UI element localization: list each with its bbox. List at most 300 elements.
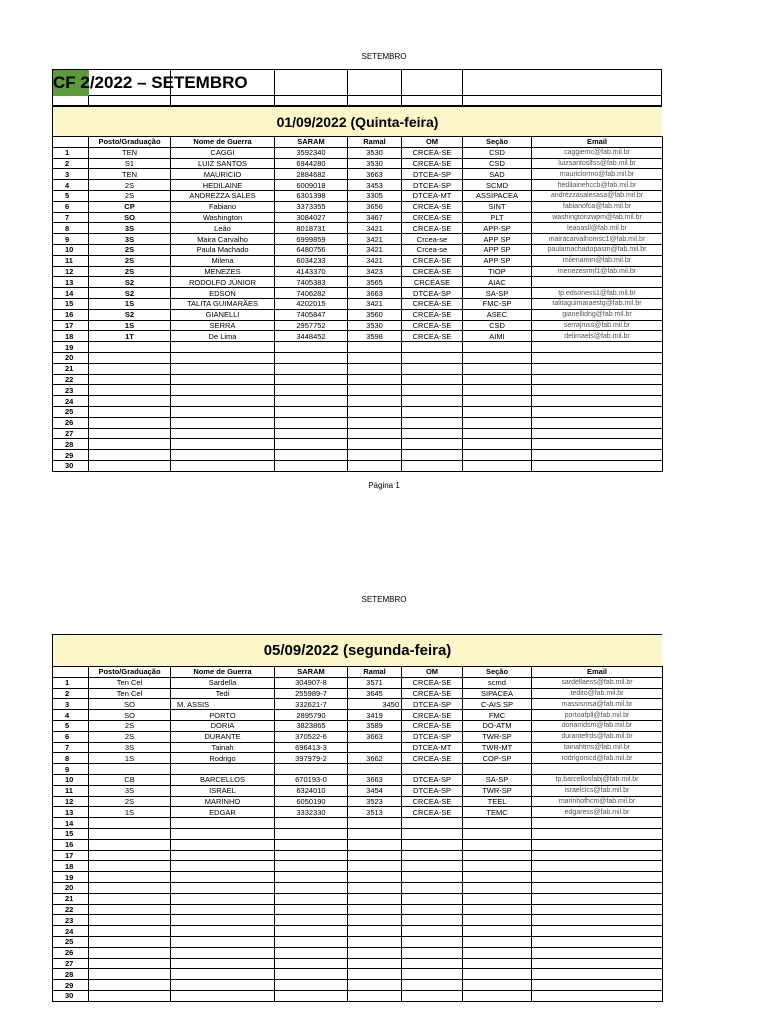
email-cell[interactable]: tp.barcellosfabj@fab.mil.br [532,774,663,785]
email-cell[interactable]: tp.edsoness1@fab.mil.br [532,288,663,299]
email-cell[interactable]: sardellaess@fab.mil.br [532,677,663,688]
om-cell: Crcea-se [402,244,463,255]
secao-cell: AIMI [463,331,532,342]
secao-cell [463,915,532,926]
nome-cell: De Lima [171,331,275,342]
row-number: 25 [53,406,89,417]
row-number: 8 [53,223,89,234]
table-row [53,147,663,158]
row-number: 23 [53,915,89,926]
secao-cell [463,352,532,363]
row-number: 5 [53,190,89,201]
row-number: 2 [53,158,89,169]
email-cell [532,872,663,883]
om-cell: DTCEA-MT [402,190,463,201]
om-cell [402,861,463,872]
saram-cell: 370522-6 [275,731,348,742]
om-cell: CRCEA-SE [402,807,463,818]
table-row [53,428,663,439]
email-cell[interactable]: caggiemc@fab.mil.br [532,147,663,158]
secao-cell: AIAC [463,277,532,288]
ramal-cell [348,417,402,428]
nome-cell: DORIA [171,720,275,731]
ramal-cell: 3663 [348,774,402,785]
email-cell[interactable]: doriamdsm@fab.mil.br [532,720,663,731]
secao-cell [463,969,532,980]
nome-cell [171,417,275,428]
email-cell [532,926,663,937]
row-number: 29 [53,450,89,461]
email-cell[interactable]: fabianofca@fab.mil.br [532,201,663,212]
email-cell[interactable]: talitaguimaraestg@fab.mil.br [532,298,663,309]
saram-cell [275,818,348,829]
nome-cell: Sardella [171,677,275,688]
row-number: 28 [53,969,89,980]
email-cell[interactable]: edgaress@fab.mil.br [532,807,663,818]
nome-cell: ISRAEL [171,785,275,796]
table-row [53,904,663,915]
om-cell [402,363,463,374]
secao-cell [463,947,532,958]
ramal-cell: 3598 [348,331,402,342]
table-row [53,710,663,721]
table-row [53,742,663,753]
date-band [52,634,662,666]
ramal-cell: 3421 [348,255,402,266]
om-header: OM [402,137,463,148]
secao-cell: SA-SP [463,288,532,299]
secao-cell [463,406,532,417]
posto-cell [89,915,171,926]
table-row [53,417,663,428]
posto-cell: Ten Cel [89,688,171,699]
secao-cell [463,980,532,991]
nome-cell: Maira Carvalho [171,234,275,245]
nome-cell: PORTO [171,710,275,721]
secao-cell [463,850,532,861]
ramal-cell [348,342,402,353]
posto-cell [89,882,171,893]
date-band [52,106,662,136]
secao-cell: TEEL [463,796,532,807]
om-cell: CRCEA-SE [402,320,463,331]
row-number: 27 [53,958,89,969]
row-number: 7 [53,212,89,223]
posto-cell [89,764,171,775]
table-row [53,331,663,342]
secao-cell: APP SP [463,255,532,266]
posto-cell: 1S [89,320,171,331]
saram-cell: 3373355 [275,201,348,212]
secao-cell [463,861,532,872]
posto-cell: S2 [89,309,171,320]
nome-cell: HEDILAINE [171,180,275,191]
secao-cell [463,374,532,385]
nome-cell [171,352,275,363]
nome-cell [171,460,275,471]
saram-cell: 7405847 [275,309,348,320]
posto-cell: 2S [89,720,171,731]
row-number: 23 [53,385,89,396]
table-row [53,298,663,309]
table-row [53,958,663,969]
row-number: 20 [53,352,89,363]
nome-cell: Paula Machado [171,244,275,255]
saram-cell [275,450,348,461]
row-number-header [53,667,89,678]
row-number: 15 [53,828,89,839]
saram-cell [275,428,348,439]
saram-cell: 6480756 [275,244,348,255]
nome-cell: M. ASSIS [171,699,275,710]
nome-cell [171,915,275,926]
ramal-cell [348,742,402,753]
posto-cell: 1S [89,753,171,764]
saram-cell [275,374,348,385]
secao-cell [463,385,532,396]
secao-cell: TWR-MT [463,742,532,753]
saram-cell: 2957752 [275,320,348,331]
posto-cell: S2 [89,288,171,299]
table-row [53,363,663,374]
table-row [53,439,663,450]
row-number-header [53,137,89,148]
posto-cell [89,439,171,450]
nome-cell [171,396,275,407]
posto-cell: TEN [89,169,171,180]
om-cell [402,850,463,861]
secao-cell [463,460,532,471]
nome-cell: Milena [171,255,275,266]
ramal-cell [348,396,402,407]
saram-cell [275,958,348,969]
saram-cell [275,882,348,893]
row-number: 5 [53,720,89,731]
posto-cell [89,872,171,883]
ramal-cell [348,363,402,374]
email-cell[interactable]: delimaels@fab.mil.br [532,331,663,342]
row-number: 24 [53,396,89,407]
nome-cell: Leão [171,223,275,234]
nome-cell: Fabiano [171,201,275,212]
nome-cell [171,385,275,396]
row-number: 18 [53,861,89,872]
om-cell: DTCEA-SP [402,774,463,785]
email-header: Email [532,137,663,148]
om-cell: CRCEA-SE [402,688,463,699]
posto-cell [89,926,171,937]
secao-cell [463,439,532,450]
secao-cell: CSD [463,320,532,331]
row-number: 21 [53,363,89,374]
secao-cell: SINT [463,201,532,212]
nome-cell: GIANELLI [171,309,275,320]
posto-cell: 2S [89,180,171,191]
table-row [53,212,663,223]
om-cell [402,439,463,450]
table-row [53,158,663,169]
secao-cell: TEMC [463,807,532,818]
ramal-cell: 3663 [348,288,402,299]
row-number: 7 [53,742,89,753]
saram-cell [275,460,348,471]
om-cell: CRCEA-SE [402,201,463,212]
secao-cell: TWR-SP [463,731,532,742]
email-cell[interactable]: rodrigorscd@fab.mil.br [532,753,663,764]
email-cell[interactable]: serrajmss@fab.mil.br [532,320,663,331]
table-row [53,699,663,710]
email-cell[interactable]: mauriciormo@fab.mil.br [532,169,663,180]
nome-cell: Rodrigo [171,753,275,764]
om-cell [402,958,463,969]
email-cell [532,915,663,926]
row-number: 6 [53,731,89,742]
posto-cell [89,417,171,428]
posto-cell: CP [89,201,171,212]
email-cell [532,363,663,374]
email-cell[interactable]: durantefrds@fab.mil.br [532,731,663,742]
om-cell [402,926,463,937]
ramal-cell: 3645 [348,688,402,699]
nome-cell [171,428,275,439]
page-header: SETEMBRO [361,52,407,61]
email-cell[interactable]: tedito@fab.mil.br [532,688,663,699]
nome-cell [171,882,275,893]
saram-cell [275,904,348,915]
om-cell [402,385,463,396]
saram-cell [275,947,348,958]
saram-cell: 7406282 [275,288,348,299]
email-cell[interactable]: tainahtms@fab.mil.br [532,742,663,753]
email-cell[interactable]: mairacarvalhomsc1@fab.mil.br [532,234,663,245]
saram-cell: 8018731 [275,223,348,234]
ramal-cell [348,460,402,471]
ramal-cell: 3560 [348,309,402,320]
posto-cell [89,990,171,1001]
saram-cell: 2895790 [275,710,348,721]
email-cell [532,450,663,461]
secao-cell [463,958,532,969]
table-row [53,926,663,937]
row-number: 21 [53,893,89,904]
posto-cell [89,861,171,872]
email-cell[interactable]: marinhofhcm@fab.mil.br [532,796,663,807]
email-cell [532,861,663,872]
email-cell [532,990,663,1001]
saram-cell: 3332330 [275,807,348,818]
posto-cell [89,839,171,850]
om-cell [402,990,463,1001]
row-number: 1 [53,147,89,158]
table-row [53,169,663,180]
row-number: 8 [53,753,89,764]
email-cell [532,428,663,439]
om-cell [402,450,463,461]
posto-cell: 2S [89,731,171,742]
email-cell[interactable]: luizsantoslfss@fab.mil.br [532,158,663,169]
secao-header: Seção [463,137,532,148]
row-number: 16 [53,309,89,320]
om-cell [402,818,463,829]
posto-cell [89,958,171,969]
row-number: 30 [53,460,89,471]
secao-cell: SIPACEA [463,688,532,699]
secao-cell: APP-SP [463,223,532,234]
row-number: 12 [53,266,89,277]
om-cell: CRCEA-SE [402,255,463,266]
secao-cell [463,342,532,353]
table-row [53,234,663,245]
table-row [53,915,663,926]
secao-cell [463,893,532,904]
posto-cell [89,904,171,915]
ramal-cell: 3421 [348,298,402,309]
table-row [53,688,663,699]
email-cell [532,385,663,396]
ramal-cell: 3419 [348,710,402,721]
om-cell [402,980,463,991]
saram-header: SARAM [275,667,348,678]
nome-cell [171,374,275,385]
nome-cell [171,450,275,461]
row-number: 6 [53,201,89,212]
om-cell [402,428,463,439]
posto-cell [89,980,171,991]
nome-cell [171,872,275,883]
saram-cell: 3084027 [275,212,348,223]
saram-cell: 4143370 [275,266,348,277]
secao-cell: TIOP [463,266,532,277]
saram-cell [275,385,348,396]
saram-cell [275,936,348,947]
secao-cell [463,904,532,915]
ramal-cell: 3663 [348,731,402,742]
email-cell[interactable]: hedilainehccb@fab.mil.br [532,180,663,191]
email-cell[interactable]: leaoasll@fab.mil.br [532,223,663,234]
row-number: 14 [53,818,89,829]
secao-cell [463,764,532,775]
ramal-cell: 3421 [348,244,402,255]
ramal-cell: 3305 [348,190,402,201]
posto-cell [89,850,171,861]
saram-cell: 255989-7 [275,688,348,699]
ramal-cell [348,936,402,947]
secao-cell: SAD [463,169,532,180]
saram-cell: 2884682 [275,169,348,180]
email-cell [532,396,663,407]
nome-cell: CAGGI [171,147,275,158]
om-cell: CRCEA-SE [402,796,463,807]
posto-cell: Ten Cel [89,677,171,688]
nome-cell: DURANTE [171,731,275,742]
row-number: 22 [53,374,89,385]
email-cell[interactable]: massismsa@fab.mil.br [532,699,663,710]
saram-cell [275,342,348,353]
posto-cell: 1S [89,298,171,309]
saram-cell [275,839,348,850]
table-row [53,893,663,904]
saram-cell: 6034233 [275,255,348,266]
saram-cell [275,828,348,839]
ramal-cell [348,406,402,417]
saram-cell: 3448452 [275,331,348,342]
row-number: 17 [53,850,89,861]
posto-cell [89,893,171,904]
nome-cell [171,947,275,958]
email-cell [532,839,663,850]
ramal-cell [348,428,402,439]
secao-cell: ASEC [463,309,532,320]
nome-header: Nome de Guerra [171,137,275,148]
secao-cell: ASSIPACEA [463,190,532,201]
secao-cell: DO-ATM [463,720,532,731]
ramal-cell [348,958,402,969]
email-cell [532,818,663,829]
secao-cell: C-AIS SP [463,699,532,710]
email-cell[interactable]: israelcics@fab.mil.br [532,785,663,796]
row-number: 3 [53,699,89,710]
row-number: 20 [53,882,89,893]
row-number: 16 [53,839,89,850]
nome-cell [171,828,275,839]
email-cell[interactable]: gianellidng@fab.mil.br [532,309,663,320]
table-row [53,774,663,785]
posto-cell [89,460,171,471]
om-cell: CRCEA-SE [402,223,463,234]
row-number: 29 [53,980,89,991]
ramal-cell: 3530 [348,158,402,169]
posto-cell: SO [89,212,171,223]
secao-cell [463,396,532,407]
email-cell[interactable]: paulamachadopasm@fab.mil.br [532,244,663,255]
email-cell[interactable]: menezesrmf1@fab.mil.br [532,266,663,277]
email-cell [532,850,663,861]
row-number: 13 [53,807,89,818]
saram-cell: 332621-7 [275,699,348,710]
om-cell: CRCEASE [402,277,463,288]
ramal-cell [348,969,402,980]
nome-cell [171,406,275,417]
posto-cell [89,385,171,396]
secao-cell [463,839,532,850]
om-cell: CRCEA-SE [402,266,463,277]
om-cell [402,828,463,839]
secao-cell [463,450,532,461]
posto-cell [89,374,171,385]
saram-cell: 696413-3 [275,742,348,753]
nome-cell: ANDREZZA SALES [171,190,275,201]
secao-cell: FMC-SP [463,298,532,309]
om-cell: CRCEA-SE [402,158,463,169]
row-number: 14 [53,288,89,299]
email-cell[interactable]: milenamtn@fab.mil.br [532,255,663,266]
table-row [53,244,663,255]
email-cell[interactable]: washingtonzwpm@fab.mil.br [532,212,663,223]
email-cell [532,374,663,385]
email-cell[interactable]: portoafpll@fab.mil.br [532,710,663,721]
ramal-cell [348,861,402,872]
nome-cell [171,958,275,969]
nome-cell [171,764,275,775]
saram-cell [275,990,348,1001]
nome-cell: SERRA [171,320,275,331]
om-cell: DTCEA-SP [402,785,463,796]
table-row [53,677,663,688]
email-cell[interactable]: andrezzasalesasa@fab.mil.br [532,190,663,201]
posto-cell [89,828,171,839]
om-cell [402,904,463,915]
secao-cell: SCMD [463,180,532,191]
